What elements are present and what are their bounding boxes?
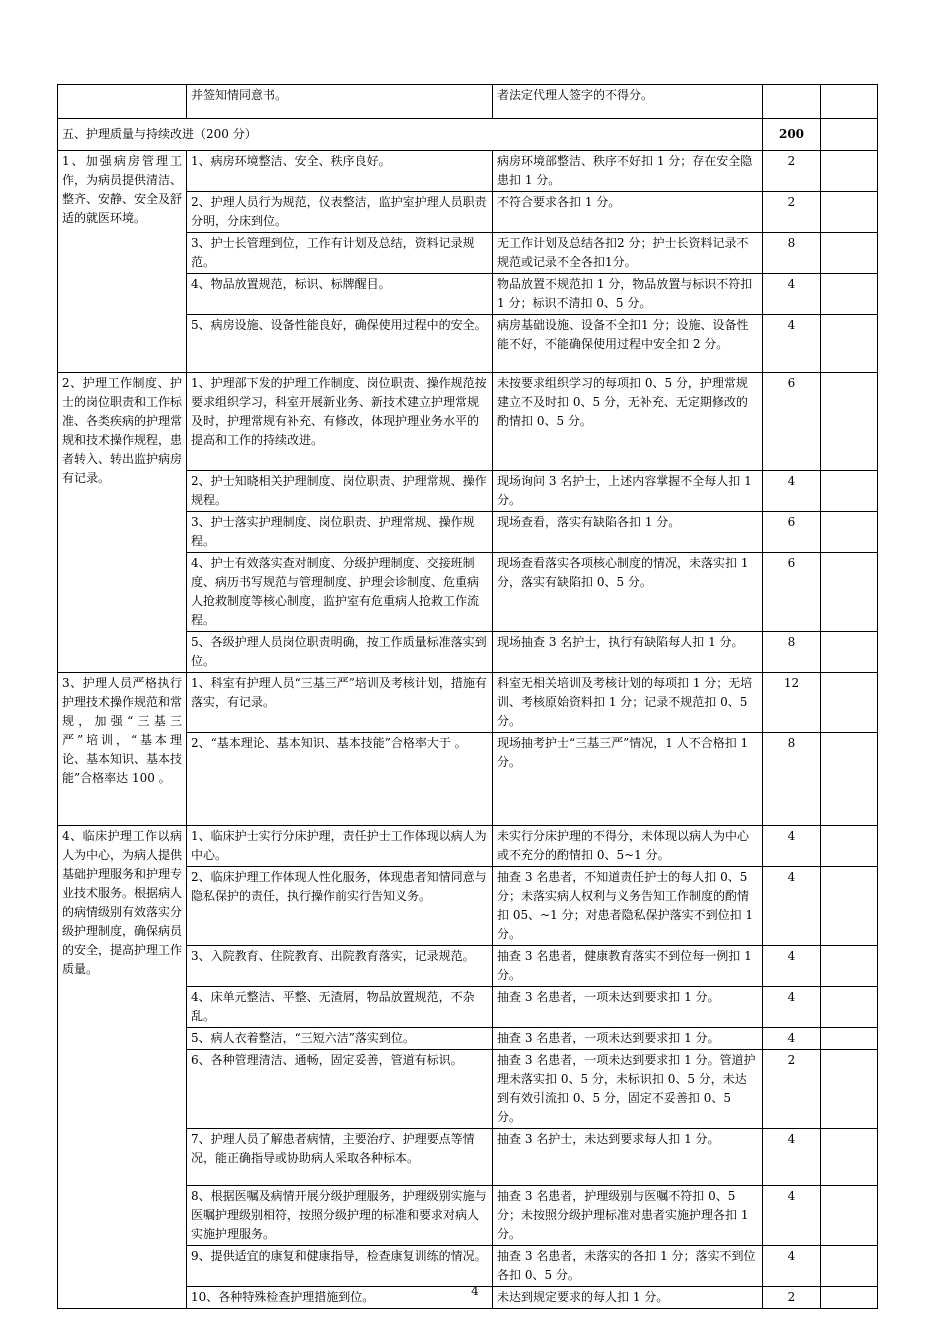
item-cell: 2、护士知晓相关护理制度、岗位职责、护理常规、操作规程。 [187, 471, 493, 512]
score-cell: 4 [763, 471, 821, 512]
score-cell: 4 [763, 1246, 821, 1287]
item-cell: 1、护理部下发的护理工作制度、岗位职责、操作规范按要求组织学习，科室开展新业务、新技术建立护理常规及时，护理常规有补充、有修改，体现护理业务水平的提高和工作的持续改进。 [187, 373, 493, 471]
score-cell: 12 [763, 673, 821, 733]
item-cell: 9、提供适宜的康复和健康指导，检查康复训练的情况。 [187, 1246, 493, 1287]
criteria-cell: 抽查 3 名患者，一项未达到要求扣 1 分。 [493, 1028, 763, 1050]
page-number: 4 [471, 1284, 479, 1298]
table-row [58, 826, 878, 867]
item-cell: 并签知情同意书。 [187, 85, 493, 119]
section-title: 五、护理质量与持续改进（200 分） [58, 119, 763, 151]
table-row [58, 151, 878, 192]
criteria-cell: 现场查看落实各项核心制度的情况，未落实扣 1 分，落实有缺陷扣 0、5 分。 [493, 553, 763, 632]
deduction-cell [821, 1028, 878, 1050]
continuation-row [58, 85, 878, 119]
deduction-cell [821, 1246, 878, 1287]
deduction-cell [821, 192, 878, 233]
score-cell: 4 [763, 315, 821, 373]
score-cell: 8 [763, 233, 821, 274]
score-cell: 4 [763, 867, 821, 946]
item-cell: 5、病房设施、设备性能良好，确保使用过程中的安全。 [187, 315, 493, 373]
criteria-cell: 者法定代理人签字的不得分。 [493, 85, 763, 119]
score-cell: 4 [763, 1129, 821, 1186]
deduction-cell [821, 119, 878, 151]
item-cell: 8、根据医嘱及病情开展分级护理服务，护理级别实施与医嘱护理级别相符，按照分级护理的标准和要求对病人实施护理服务。 [187, 1186, 493, 1246]
criteria-cell: 现场查看，落实有缺陷各扣 1 分。 [493, 512, 763, 553]
item-cell: 5、各级护理人员岗位职责明确，按工作质量标准落实到位。 [187, 632, 493, 673]
score-cell: 4 [763, 274, 821, 315]
table-body [58, 85, 878, 1309]
section-header-row [58, 119, 878, 151]
item-cell: 3、护士落实护理制度、岗位职责、护理常规、操作规程。 [187, 512, 493, 553]
criteria-cell: 抽查 3 名患者，一项未达到要求扣 1 分。 [493, 987, 763, 1028]
score-cell: 2 [763, 192, 821, 233]
score-cell: 2 [763, 1050, 821, 1129]
score-cell: 8 [763, 733, 821, 826]
deduction-cell [821, 987, 878, 1028]
criteria-cell: 抽查 3 名护士，未达到要求每人扣 1 分。 [493, 1129, 763, 1186]
deduction-cell [821, 274, 878, 315]
category-cell [58, 85, 187, 119]
deduction-cell [821, 512, 878, 553]
item-cell: 5、病人衣着整洁，“三短六洁”落实到位。 [187, 1028, 493, 1050]
score-cell: 4 [763, 946, 821, 987]
deduction-cell [821, 373, 878, 471]
item-cell: 3、入院教育、住院教育、出院教育落实，记录规范。 [187, 946, 493, 987]
score-cell: 2 [763, 151, 821, 192]
score-cell: 6 [763, 373, 821, 471]
criteria-cell: 现场抽查 3 名护士，执行有缺陷每人扣 1 分。 [493, 632, 763, 673]
deduction-cell [821, 1186, 878, 1246]
item-cell: 1、病房环境整洁、安全、秩序良好。 [187, 151, 493, 192]
criteria-cell: 抽查 3 名患者，不知道责任护士的每人扣 0、5 分；未落实病人权利与义务告知工作制度的酌情扣 05、~1 分；对患者隐私保护落实不到位扣 1 分。 [493, 867, 763, 946]
item-cell: 3、护士长管理到位，工作有计划及总结，资料记录规范。 [187, 233, 493, 274]
deduction-cell [821, 673, 878, 733]
criteria-cell: 病房环境部整洁、秩序不好扣 1 分；存在安全隐患扣 1 分。 [493, 151, 763, 192]
deduction-cell [821, 471, 878, 512]
score-cell: 2 [763, 1287, 821, 1309]
deduction-cell [821, 826, 878, 867]
item-cell: 2、临床护理工作体现人性化服务，体现患者知情同意与隐私保护的责任，执行操作前实行告知义务。 [187, 867, 493, 946]
score-cell: 4 [763, 987, 821, 1028]
section-score: 200 [763, 119, 821, 151]
criteria-cell: 抽查 3 名患者，健康教育落实不到位每一例扣 1 分。 [493, 946, 763, 987]
item-cell: 7、护理人员了解患者病情，主要治疗、护理要点等情况，能正确指导或协助病人采取各种标本。 [187, 1129, 493, 1186]
deduction-cell [821, 1129, 878, 1186]
evaluation-table [57, 84, 878, 1309]
deduction-cell [821, 233, 878, 274]
criteria-cell: 现场询问 3 名护士，上述内容掌握不全每人扣 1 分。 [493, 471, 763, 512]
criteria-cell: 无工作计划及总结各扣2 分；护士长资料记录不规范或记录不全各扣1分。 [493, 233, 763, 274]
item-cell: 4、物品放置规范，标识、标牌醒目。 [187, 274, 493, 315]
score-cell [763, 85, 821, 119]
score-cell: 8 [763, 632, 821, 673]
score-cell: 6 [763, 553, 821, 632]
table-row [58, 673, 878, 733]
criteria-cell: 抽查 3 名患者，一项未达到要求扣 1 分。管道护理未落实扣 0、5 分，未标识扣 0、5 分，未达到有效引流扣 0、5 分，固定不妥善扣 0、5 分。 [493, 1050, 763, 1129]
category-cell: 1、加强病房管理工作，为病员提供清洁、整齐、安静、安全及舒适的就医环境。 [58, 151, 187, 373]
deduction-cell [821, 315, 878, 373]
category-cell: 2、护理工作制度、护士的岗位职责和工作标准、各类疾病的护理常规和技术操作规程，患者转入、转出监护病房有记录。 [58, 373, 187, 673]
score-cell: 4 [763, 826, 821, 867]
deduction-cell [821, 632, 878, 673]
criteria-cell: 抽查 3 名患者，未落实的各扣 1 分；落实不到位各扣 0、5 分。 [493, 1246, 763, 1287]
deduction-cell [821, 1050, 878, 1129]
item-cell: 10、各种特殊检查护理措施到位。 [187, 1287, 493, 1309]
criteria-cell: 不符合要求各扣 1 分。 [493, 192, 763, 233]
score-cell: 4 [763, 1028, 821, 1050]
item-cell: 2、护理人员行为规范，仪表整洁，监护室护理人员职责分明，分床到位。 [187, 192, 493, 233]
item-cell: 1、临床护士实行分床护理，责任护士工作体现以病人为中心。 [187, 826, 493, 867]
deduction-cell [821, 867, 878, 946]
deduction-cell [821, 946, 878, 987]
score-cell: 4 [763, 1186, 821, 1246]
deduction-cell [821, 733, 878, 826]
criteria-cell: 未按要求组织学习的每项扣 0、5 分，护理常规建立不及时扣 0、5 分，无补充、无定期修改的酌情扣 0、5 分。 [493, 373, 763, 471]
deduction-cell [821, 151, 878, 192]
criteria-cell: 科室无相关培训及考核计划的每项扣 1 分；无培训、考核原始资料扣 1 分；记录不规范扣 0、5 分。 [493, 673, 763, 733]
score-cell: 6 [763, 512, 821, 553]
item-cell: 6、各种管理清洁、通畅，固定妥善，管道有标识。 [187, 1050, 493, 1129]
deduction-cell [821, 553, 878, 632]
table-row [58, 373, 878, 471]
category-cell: 3、护理人员严格执行护理技术操作规范和常规，加强“三基三严”培训，“基本理论、基本知识、基本技能”合格率达 100 。 [58, 673, 187, 826]
item-cell: 4、护士有效落实查对制度、分级护理制度、交接班制度、病历书写规范与管理制度、护理会诊制度、危重病人抢救制度等核心制度，监护室有危重病人抢救工作流程。 [187, 553, 493, 632]
item-cell: 4、床单元整洁、平整、无渣屑，物品放置规范，不杂乱。 [187, 987, 493, 1028]
item-cell: 2、“基本理论、基本知识、基本技能”合格率大于 。 [187, 733, 493, 826]
criteria-cell: 抽查 3 名患者，护理级别与医嘱不符扣 0、5 分；未按照分级护理标准对患者实施护理各扣 1 分。 [493, 1186, 763, 1246]
criteria-cell: 物品放置不规范扣 1 分，物品放置与标识不符扣 1 分；标识不清扣 0、5 分。 [493, 274, 763, 315]
criteria-cell: 现场抽考护士“三基三严”情况，1 人不合格扣 1 分。 [493, 733, 763, 826]
category-cell: 4、临床护理工作以病人为中心，为病人提供基础护理服务和护理专业技术服务。根据病人的病情级别有效落实分级护理制度，确保病员的安全，提高护理工作质量。 [58, 826, 187, 1309]
criteria-cell: 未达到规定要求的每人扣 1 分。 [493, 1287, 763, 1309]
criteria-cell: 未实行分床护理的不得分，未体现以病人为中心或不充分的酌情扣 0、5~1 分。 [493, 826, 763, 867]
criteria-cell: 病房基础设施、设备不全扣1 分；设施、设备性能不好，不能确保使用过程中安全扣 2 分。 [493, 315, 763, 373]
item-cell: 1、科室有护理人员“三基三严”培训及考核计划，措施有落实，有记录。 [187, 673, 493, 733]
deduction-cell [821, 85, 878, 119]
